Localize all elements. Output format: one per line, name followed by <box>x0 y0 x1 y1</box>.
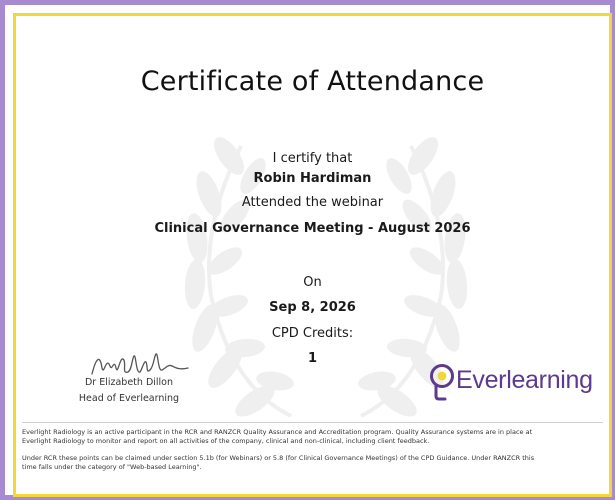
footer-paragraph-1-line-2: Everlight Radiology to monitor and report on all activities of the company, clinical and non-clinical, including client feedback. <box>22 436 430 445</box>
event-date: Sep 8, 2026 <box>269 300 356 315</box>
signatory-name: Dr Elizabeth Dillon <box>84 377 174 388</box>
lightbulb-icon <box>430 362 456 402</box>
logo-wordmark: Everlearning <box>456 366 593 394</box>
on-label: On <box>303 275 322 290</box>
footer-paragraph-2-line-2: time falls under the category of "Web-based Learning". <box>22 462 202 471</box>
footer-paragraph-2-line-1: Under RCR these points can be claimed under section 5.1b (for Webinars) or 5.8 (for Clinical Governance Meetings) of the CPD Guidance. Under RANZCR this <box>22 454 535 462</box>
certificate-inner-border <box>13 13 612 497</box>
footer-paragraph-1-line-1: Everlight Radiology is an active participant in the RCR and RANZCR Quality Assurance and Accreditation program. Quality Assurance systems are in place at <box>22 428 533 436</box>
attended-text: Attended the webinar <box>241 195 384 210</box>
footer-divider <box>22 422 603 423</box>
attendee-name: Robin Hardiman <box>253 171 372 186</box>
credits-value: 1 <box>307 351 318 366</box>
credits-label: CPD Credits: <box>271 326 354 341</box>
certify-text: I certify that <box>272 151 353 166</box>
signatory-role: Head of Everlearning <box>78 393 180 404</box>
everlearning-logo <box>430 362 593 402</box>
event-title: Clinical Governance Meeting - August 2026 <box>154 221 471 236</box>
certificate-title: Certificate of Attendance <box>140 66 485 97</box>
